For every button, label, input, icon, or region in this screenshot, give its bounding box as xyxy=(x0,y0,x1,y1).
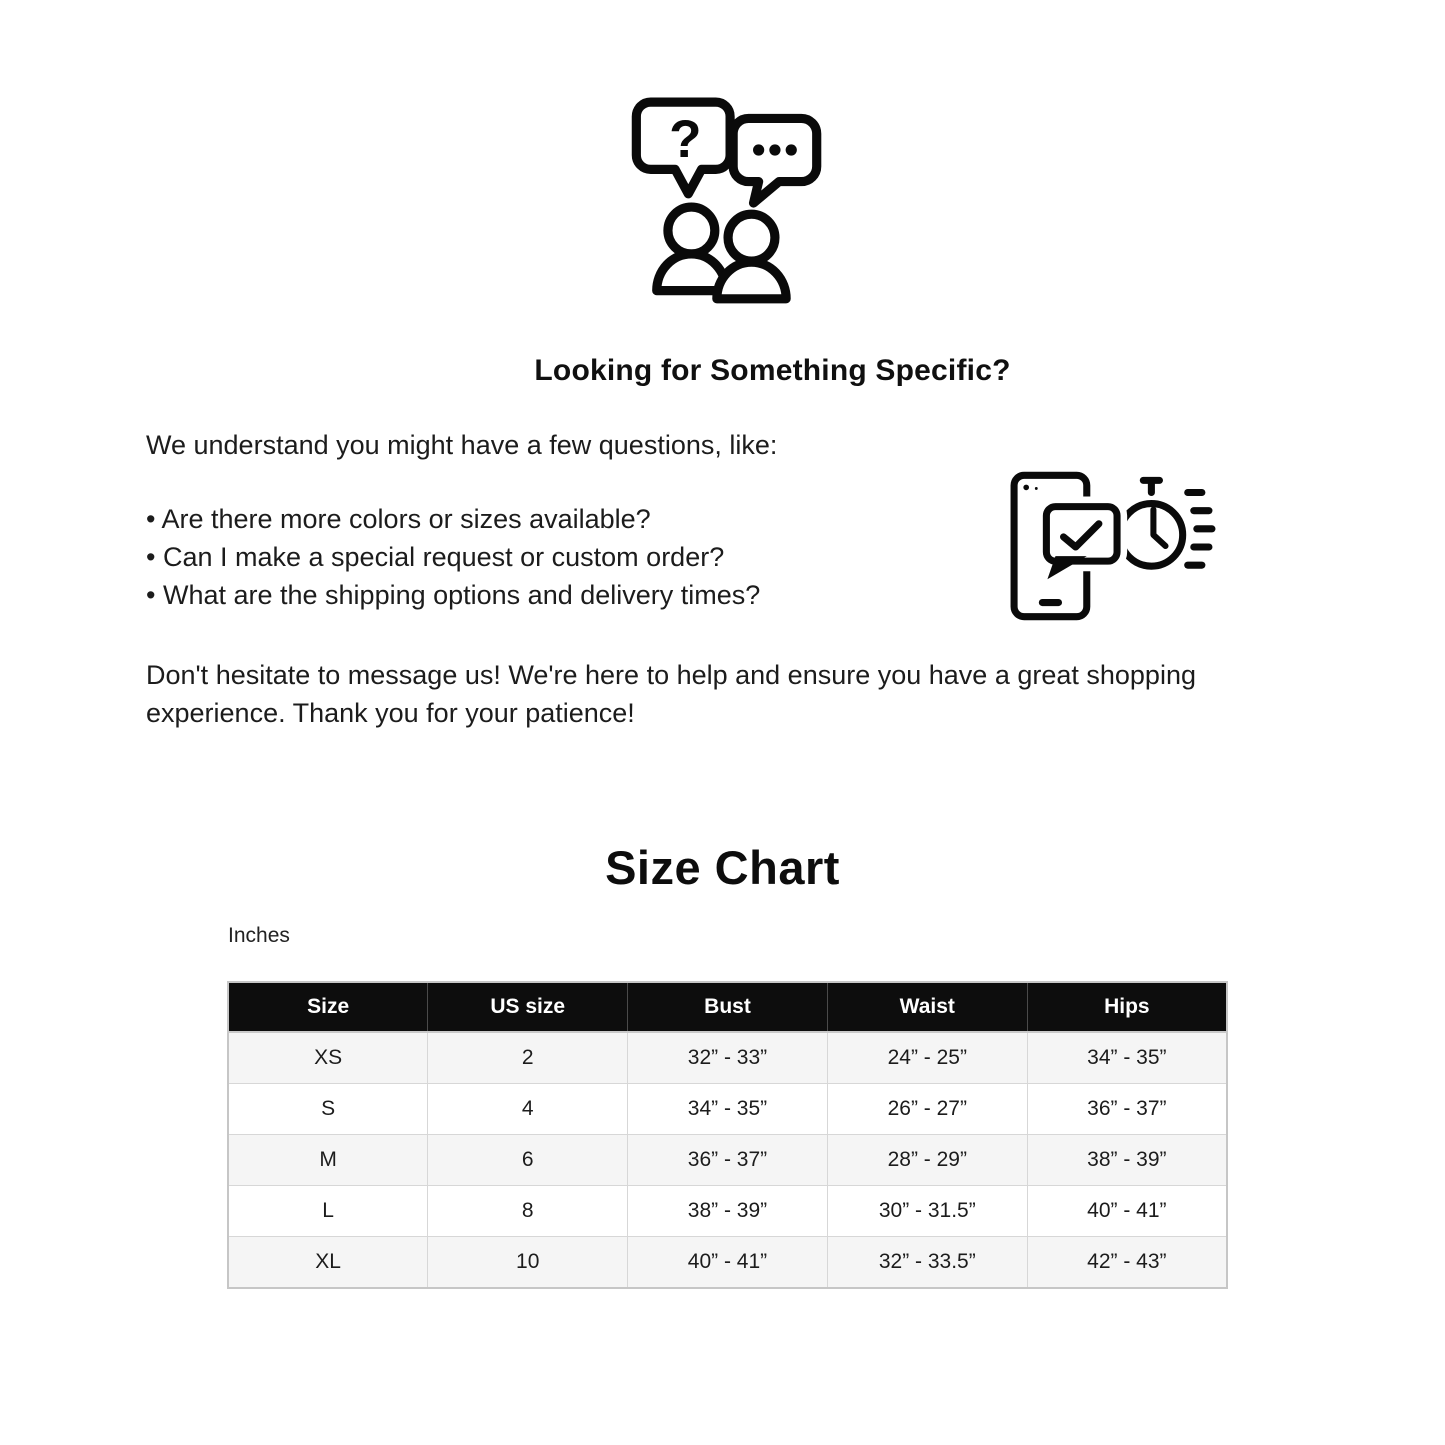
table-cell: 8 xyxy=(428,1186,628,1237)
table-row xyxy=(228,1084,1227,1135)
column-header: Hips xyxy=(1027,982,1227,1032)
column-header: US size xyxy=(428,982,628,1032)
table-cell: 38” - 39” xyxy=(628,1186,828,1237)
table-cell: 42” - 43” xyxy=(1027,1237,1227,1289)
table-cell: XS xyxy=(228,1032,428,1084)
table-cell: M xyxy=(228,1135,428,1186)
table-cell: 30” - 31.5” xyxy=(827,1186,1027,1237)
column-header: Size xyxy=(228,982,428,1032)
table-cell: 4 xyxy=(428,1084,628,1135)
table-cell: 32” - 33” xyxy=(628,1032,828,1084)
table-row xyxy=(228,1237,1227,1289)
column-header: Waist xyxy=(827,982,1027,1032)
table-cell: 36” - 37” xyxy=(1027,1084,1227,1135)
ellipsis-dots-icon xyxy=(753,144,797,155)
two-people-icon xyxy=(657,207,786,299)
table-cell: 26” - 27” xyxy=(827,1084,1027,1135)
table-row xyxy=(228,1135,1227,1186)
stopwatch-icon xyxy=(1120,480,1183,566)
table-cell: 6 xyxy=(428,1135,628,1186)
table-cell: 38” - 39” xyxy=(1027,1135,1227,1186)
table-cell: S xyxy=(228,1084,428,1135)
speed-lines-icon xyxy=(1188,492,1212,565)
check-message-icon xyxy=(1046,507,1117,580)
section-heading: Looking for Something Specific? xyxy=(534,354,1011,387)
table-cell: 28” - 29” xyxy=(827,1135,1027,1186)
table-cell: 24” - 25” xyxy=(827,1032,1027,1084)
outro-text: Don't hesitate to message us! We're here to help and ensure you have a great shopping experience. Thank you for your patience! xyxy=(146,660,1196,728)
svg-text:?: ? xyxy=(669,110,702,170)
table-cell: 32” - 33.5” xyxy=(827,1237,1027,1289)
table-cell: XL xyxy=(228,1237,428,1289)
question-item: • Are there more colors or sizes available? xyxy=(146,504,651,534)
table-cell: 2 xyxy=(428,1032,628,1084)
table-cell: 34” - 35” xyxy=(628,1084,828,1135)
table-cell: 10 xyxy=(428,1237,628,1289)
table-cell: 34” - 35” xyxy=(1027,1032,1227,1084)
chat-question-icon xyxy=(628,96,822,310)
question-item: • Can I make a special request or custom order? xyxy=(146,542,725,572)
question-item: • What are the shipping options and delivery times? xyxy=(146,580,761,610)
table-cell: 36” - 37” xyxy=(628,1135,828,1186)
unit-label: Inches xyxy=(228,924,290,947)
reply-bubble-icon xyxy=(733,118,817,203)
table-cell: L xyxy=(228,1186,428,1237)
table-cell: 40” - 41” xyxy=(1027,1186,1227,1237)
column-header: Bust xyxy=(628,982,828,1032)
table-row xyxy=(228,1032,1227,1084)
question-list xyxy=(146,500,760,614)
table-row xyxy=(228,1186,1227,1237)
table-header xyxy=(228,982,1227,1032)
lead-text: We understand you might have a few questions, like: xyxy=(146,430,778,460)
message-response-time-icon xyxy=(1006,470,1216,624)
size-chart-title: Size Chart xyxy=(605,841,840,894)
size-chart-table xyxy=(227,981,1228,1289)
table-cell: 40” - 41” xyxy=(628,1237,828,1289)
